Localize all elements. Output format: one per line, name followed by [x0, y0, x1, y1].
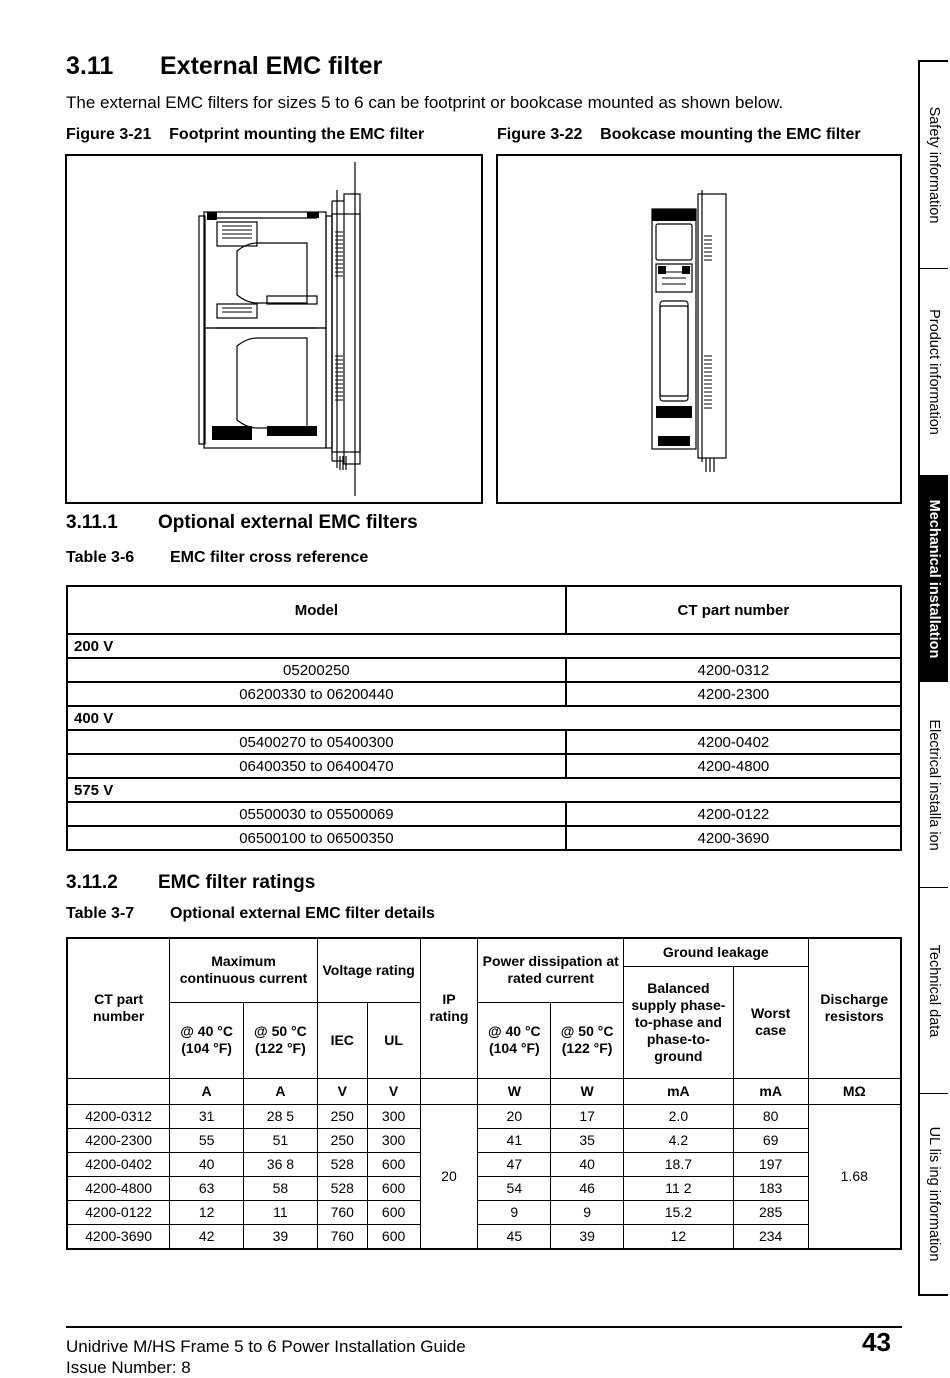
tab-label: Technical data [926, 944, 942, 1037]
value-cell: 183 [733, 1176, 808, 1200]
unit-cell: W [478, 1078, 551, 1104]
tab-mechanical-installation[interactable] [920, 476, 948, 682]
header-balanced-supply: Balanced supply phase-to-phase and phase-to-ground [624, 966, 734, 1078]
value-cell: 250 [317, 1104, 367, 1128]
value-cell: 760 [317, 1200, 367, 1224]
discharge-resistor-value: 1.68 [808, 1104, 901, 1249]
value-cell: 300 [367, 1104, 420, 1128]
unit-cell: V [367, 1078, 420, 1104]
figure-bookcase-drawing [496, 154, 902, 504]
model-cell: 06400350 to 06400470 [67, 754, 566, 778]
value-cell: 35 [551, 1128, 624, 1152]
section-title: External EMC filter [160, 52, 383, 80]
value-cell: 69 [733, 1128, 808, 1152]
value-cell: 46 [551, 1176, 624, 1200]
model-cell: 05400270 to 05400300 [67, 730, 566, 754]
figure-3-22-caption [497, 126, 861, 144]
table-row [67, 826, 901, 850]
voltage-group-label: 575 V [67, 778, 901, 802]
unit-cell: A [244, 1078, 318, 1104]
chapter-tabs [918, 60, 948, 1296]
header-power-dissipation: Power dissipation at rated current [478, 938, 624, 1002]
table-row [67, 1200, 901, 1224]
value-cell: 41 [478, 1128, 551, 1152]
header-voltage-rating: Voltage rating [317, 938, 420, 1002]
section-number: 3.11 [66, 52, 114, 80]
value-cell: 12 [624, 1224, 734, 1249]
tab-ul-listing-information[interactable] [920, 1094, 948, 1294]
value-cell: 2.0 [624, 1104, 734, 1128]
tab-safety-information[interactable] [920, 62, 948, 269]
part-number-cell: 4200-0402 [566, 730, 901, 754]
tab-product-information[interactable] [920, 269, 948, 476]
value-cell: 39 [244, 1224, 318, 1249]
part-number-cell: 4200-4800 [566, 754, 901, 778]
figure-footprint-drawing [65, 154, 483, 504]
part-number-cell: 4200-2300 [67, 1128, 170, 1152]
value-cell: 528 [317, 1176, 367, 1200]
figure-number: Figure 3-22 [497, 126, 583, 143]
voltage-group-label: 200 V [67, 634, 901, 658]
header-40c: @ 40 °C (104 °F) [170, 1002, 244, 1078]
model-cell: 05200250 [67, 658, 566, 682]
header-50c: @ 50 °C (122 °F) [551, 1002, 624, 1078]
subsection-number: 3.11.1 [66, 512, 118, 533]
header-max-current: Maximum continuous current [170, 938, 318, 1002]
header-50c: @ 50 °C (122 °F) [244, 1002, 318, 1078]
part-number-cell: 4200-3690 [566, 826, 901, 850]
tab-label: Safety information [926, 106, 942, 224]
subsection-title: EMC filter ratings [158, 872, 316, 893]
table-row [67, 1128, 901, 1152]
table-number: Table 3-7 [66, 905, 135, 922]
value-cell: 600 [367, 1200, 420, 1224]
footer-divider [66, 1326, 902, 1328]
header-ip-rating: IP rating [420, 938, 478, 1078]
figure-caption: Footprint mounting the EMC filter [169, 126, 425, 143]
group-row [67, 706, 901, 730]
bookcase-drive-illustration [498, 156, 900, 502]
value-cell: 234 [733, 1224, 808, 1249]
table-row [67, 1152, 901, 1176]
figure-3-21-caption [66, 126, 424, 144]
value-cell: 760 [317, 1224, 367, 1249]
value-cell: 9 [478, 1200, 551, 1224]
value-cell: 11 [244, 1200, 318, 1224]
group-row [67, 634, 901, 658]
model-cell: 06500100 to 06500350 [67, 826, 566, 850]
value-cell: 9 [551, 1200, 624, 1224]
part-number-cell: 4200-0312 [67, 1104, 170, 1128]
header-ul: UL [367, 1002, 420, 1078]
subsection-number: 3.11.2 [66, 872, 118, 893]
part-number-cell: 4200-2300 [566, 682, 901, 706]
value-cell: 17 [551, 1104, 624, 1128]
model-cell: 05500030 to 05500069 [67, 802, 566, 826]
value-cell: 285 [733, 1200, 808, 1224]
header-ground-leakage: Ground leakage [624, 938, 809, 966]
table-3-6-caption [66, 549, 368, 567]
emc-filter-details-table [66, 937, 902, 1250]
value-cell: 600 [367, 1152, 420, 1176]
part-number-cell: 4200-0312 [566, 658, 901, 682]
header-discharge-resistors: Discharge resistors [808, 938, 901, 1078]
part-number-cell: 4200-0402 [67, 1152, 170, 1176]
value-cell: 58 [244, 1176, 318, 1200]
unit-cell: MΩ [808, 1078, 901, 1104]
value-cell: 36 8 [244, 1152, 318, 1176]
table-row [67, 730, 901, 754]
group-row [67, 778, 901, 802]
table-caption: EMC filter cross reference [170, 549, 369, 566]
table-number: Table 3-6 [66, 549, 135, 566]
table-caption: Optional external EMC filter details [170, 905, 435, 922]
tab-label: Product information [926, 309, 942, 435]
value-cell: 15.2 [624, 1200, 734, 1224]
value-cell: 31 [170, 1104, 244, 1128]
value-cell: 39 [551, 1224, 624, 1249]
value-cell: 11 2 [624, 1176, 734, 1200]
part-number-cell: 4200-3690 [67, 1224, 170, 1249]
value-cell: 600 [367, 1224, 420, 1249]
value-cell: 80 [733, 1104, 808, 1128]
table-row [67, 1224, 901, 1249]
value-cell: 18.7 [624, 1152, 734, 1176]
header-ct-part-number: CT part number [67, 938, 170, 1078]
unit-cell: mA [624, 1078, 734, 1104]
ip-rating-value: 20 [420, 1104, 478, 1249]
table-row [67, 802, 901, 826]
voltage-group-label: 400 V [67, 706, 901, 730]
footer-issue: Issue Number: 8 [66, 1358, 191, 1377]
value-cell: 12 [170, 1200, 244, 1224]
unit-cell: V [317, 1078, 367, 1104]
value-cell: 40 [551, 1152, 624, 1176]
value-cell: 28 5 [244, 1104, 318, 1128]
table-row [67, 1176, 901, 1200]
value-cell: 63 [170, 1176, 244, 1200]
value-cell: 4.2 [624, 1128, 734, 1152]
figure-caption: Bookcase mounting the EMC filter [600, 126, 861, 143]
value-cell: 47 [478, 1152, 551, 1176]
table-row [67, 754, 901, 778]
value-cell: 45 [478, 1224, 551, 1249]
part-number-cell: 4200-0122 [67, 1200, 170, 1224]
unit-cell: W [551, 1078, 624, 1104]
subsection-title: Optional external EMC filters [158, 512, 418, 533]
page-number: 43 [862, 1327, 891, 1357]
value-cell: 55 [170, 1128, 244, 1152]
table-header-row [67, 586, 901, 634]
footer-title: Unidrive M/HS Frame 5 to 6 Power Installation Guide [66, 1337, 466, 1356]
tab-label: Electrical installa ion [926, 718, 942, 851]
footprint-drive-illustration [67, 156, 481, 502]
table-row [67, 1104, 901, 1128]
intro-text: The external EMC filters for sizes 5 to 6 can be footprint or bookcase mounted as shown below. [66, 93, 784, 112]
emc-filter-cross-reference-table [66, 585, 902, 851]
part-number-cell: 4200-4800 [67, 1176, 170, 1200]
table-row [67, 682, 901, 706]
header-iec: IEC [317, 1002, 367, 1078]
part-number-cell: 4200-0122 [566, 802, 901, 826]
units-row [67, 1078, 901, 1104]
tab-technical-data[interactable] [920, 888, 948, 1094]
value-cell: 197 [733, 1152, 808, 1176]
section-heading [66, 52, 382, 81]
value-cell: 40 [170, 1152, 244, 1176]
value-cell: 51 [244, 1128, 318, 1152]
tab-label: Mechanical installation [926, 499, 942, 658]
column-header: Model [67, 586, 566, 634]
tab-label: UL lis ing information [926, 1126, 942, 1262]
value-cell: 42 [170, 1224, 244, 1249]
unit-cell: mA [733, 1078, 808, 1104]
value-cell: 20 [478, 1104, 551, 1128]
figure-number: Figure 3-21 [66, 126, 152, 143]
subsection-3-11-1 [66, 512, 418, 534]
value-cell: 300 [367, 1128, 420, 1152]
table-3-7-caption [66, 905, 435, 923]
header-worst-case: Worst case [733, 966, 808, 1078]
value-cell: 528 [317, 1152, 367, 1176]
column-header: CT part number [566, 586, 901, 634]
unit-cell: A [170, 1078, 244, 1104]
value-cell: 54 [478, 1176, 551, 1200]
subsection-3-11-2 [66, 872, 315, 894]
value-cell: 600 [367, 1176, 420, 1200]
table-row [67, 658, 901, 682]
model-cell: 06200330 to 06200440 [67, 682, 566, 706]
tab-electrical-installation[interactable] [920, 682, 948, 888]
header-40c: @ 40 °C (104 °F) [478, 1002, 551, 1078]
value-cell: 250 [317, 1128, 367, 1152]
